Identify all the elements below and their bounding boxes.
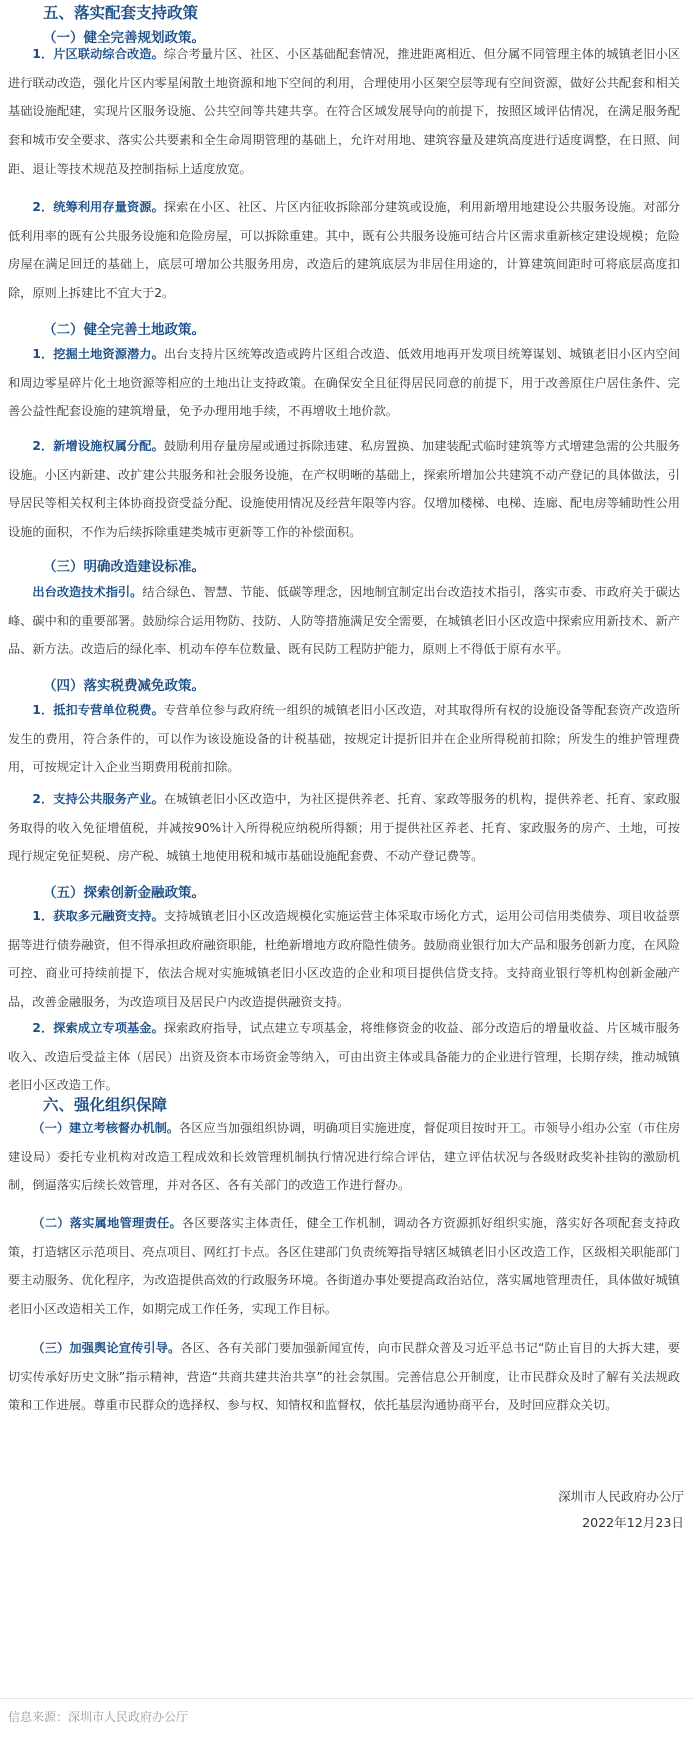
paragraph-text: 综合考量片区、社区、小区基础配套情况，推进距离相近、但分属不同管理主体的城镇老旧小区进行联动改造，强化片区内零星闲散土地资源和地下空间的利用，合理使用小区架空层等现有空间资源，做好公共配套和相关基础设施配建，实现片区服务设施、公共空间等共建共享。在符合区域发展导向的前提下，按照区域评估情况，在满足服务配套和城市安全要求、落实公共要素和全生命周期管理的基础上，允许对用地、建筑容量及建筑高度进行适度调整，在日照、间距、退让等技术规范及控制指标上适度放宽。	[8, 47, 681, 176]
paragraph-lead: 1．挖掘土地资源潜力。	[32, 347, 164, 361]
paragraph-lead: 2．支持公共服务产业。	[32, 792, 164, 806]
paragraph-lead: （二）落实属地管理责任。	[32, 1216, 182, 1230]
paragraph-lead: 2．新增设施权属分配。	[32, 439, 164, 453]
paragraph-lead: 1．片区联动综合改造。	[32, 47, 164, 61]
paragraph	[8, 340, 680, 426]
paragraph	[8, 193, 680, 308]
paragraph	[8, 785, 680, 871]
paragraph	[8, 696, 680, 782]
paragraph-text: 探索在小区、社区、片区内征收拆除部分建筑或设施，利用新增用地建设公共服务设施。对部分低利用率的既有公共服务设施和危险房屋，可以拆除重建。其中，既有公共服务设施可结合片区需求重新核定建设规模；危险房屋在满足回迁的基础上，底层可增加公共服务用房，改造后的建筑底层为非居住用途的，计算建筑间距时可将底层高度扣除，原则上拆建比不宜大于2。	[8, 200, 681, 301]
subsection-heading: （一）健全完善规划政策。	[43, 30, 205, 46]
paragraph	[8, 1209, 680, 1324]
paragraph	[8, 1014, 680, 1100]
source-line: 信息来源：深圳市人民政府办公厅	[8, 1710, 189, 1724]
paragraph-text: 各区应当加强组织协调，明确项目实施进度，督促项目按时开工。市领导小组办公室（市住房建设局）委托专业机构对改造工程成效和长效管理机制执行情况进行综合评估，建立评估状况与各级财政奖补挂钩的激励机制，倒逼落实后续长效管理，并对各区、各有关部门的改造工作进行督办。	[8, 1121, 681, 1193]
paragraph	[8, 902, 680, 1017]
paragraph-text: 支持城镇老旧小区改造规模化实施运营主体采取市场化方式，运用公司信用类债券、项目收益票据等进行债券融资，但不得承担政府融资职能，杜绝新增地方政府隐性债务。鼓励商业银行加大产品和服务创新力度，在风险可控、商业可持续前提下，依法合规对实施城镇老旧小区改造的企业和项目提供信贷支持。支持商业银行等机构创新金融产品，改善金融服务，为改造项目及居民户内改造提供融资支持。	[8, 909, 681, 1010]
paragraph-text: 各区、各有关部门要加强新闻宣传，向市民群众普及习近平总书记“防止盲目的大拆大建，要切实传承好历史文脉”指示精神，营造“共商共建共治共享”的社会氛围。完善信息公开制度，让市民群众及时了解有关法规政策和工作进展。尊重市民群众的选择权、参与权、知情权和监督权，依托基层沟通协商平台，及时回应群众关切。	[8, 1341, 680, 1413]
paragraph-lead: 1．抵扣专营单位税费。	[32, 703, 164, 717]
paragraph-text: 鼓励利用存量房屋或通过拆除违建、私房置换、加建装配式临时建筑等方式增建急需的公共服务设施。小区内新建、改扩建公共服务和社会服务设施，在产权明晰的基础上，探索所增加公共建筑不动产登记的具体做法，引导居民等相关权利主体协商投资受益分配、设施使用情况及经营年限等内容。仅增加楼梯、电梯、连廊、配电房等辅助性公用设施的面积，不作为后续拆除重建类城市更新等工作的补偿面积。	[8, 439, 681, 540]
paragraph	[8, 578, 680, 664]
paragraph-text: 探索政府指导，试点建立专项基金，将维修资金的收益、部分改造后的增量收益、片区城市服务收入、改造后受益主体（居民）出资及资本市场资金等纳入，可由出资主体或具备能力的企业进行管理，长期存续，推动城镇老旧小区改造工作。	[8, 1021, 681, 1093]
paragraph-lead: 2．统筹利用存量资源。	[32, 200, 164, 214]
footer-divider	[0, 1698, 694, 1699]
paragraph-lead: （一）建立考核督办机制。	[32, 1121, 180, 1135]
paragraph-text: 各区要落实主体责任，健全工作机制，调动各方资源抓好组织实施，落实好各项配套支持政策，打造辖区示范项目、亮点项目、网红打卡点。各区住建部门负责统筹指导辖区城镇老旧小区改造工作，区级相关职能部门要主动服务、优化程序，为改造提供高效的行政服务环境。各街道办事处要提高政治站位，落实属地管理责任，具体做好城镇老旧小区改造相关工作，如期完成工作任务，实现工作目标。	[8, 1216, 681, 1317]
paragraph-lead: 出台改造技术指引。	[32, 585, 143, 599]
subsection-heading: （四）落实税费减免政策。	[43, 678, 205, 694]
paragraph-lead: （三）加强舆论宣传引导。	[32, 1341, 181, 1355]
paragraph	[8, 40, 680, 184]
subsection-heading: （二）健全完善土地政策。	[43, 322, 205, 338]
subsection-heading: （三）明确改造建设标准。	[43, 559, 205, 575]
paragraph-text: 专营单位参与政府统一组织的城镇老旧小区改造，对其取得所有权的设施设备等配套资产改造所发生的费用，符合条件的，可以作为该设施设备的计税基础，按规定计提折旧并在企业所得税前扣除；所发生的维护管理费用，可按规定计入企业当期费用税前扣除。	[8, 703, 681, 775]
section-6-title: 六、强化组织保障	[43, 1096, 168, 1114]
signature-date: 2022年12月23日	[582, 1515, 684, 1530]
signature-org: 深圳市人民政府办公厅	[558, 1489, 684, 1504]
paragraph-lead: 1．获取多元融资支持。	[32, 909, 164, 923]
paragraph-text: 在城镇老旧小区改造中，为社区提供养老、托育、家政等服务的机构，提供养老、托育、家政服务取得的收入免征增值税，并减按90%计入所得税应纳税所得额；用于提供社区养老、托育、家政服务的房产、土地，可按现行规定免征契税、房产税、城镇土地使用税和城市基础设施配套费、不动产登记费等。	[8, 792, 681, 864]
paragraph-lead: 2．探索成立专项基金。	[32, 1021, 164, 1035]
paragraph-text: 结合绿色、智慧、节能、低碳等理念，因地制宜制定出台改造技术指引，落实市委、市政府关于碳达峰、碳中和的重要部署。鼓励综合运用物防、技防、人防等措施满足安全需要，在城镇老旧小区改造中探索应用新技术、新产品、新方法。改造后的绿化率、机动车停车位数量、既有民防工程防护能力，原则上不得低于原有水平。	[8, 585, 681, 657]
paragraph-text: 出台支持片区统筹改造或跨片区组合改造、低效用地再开发项目统筹谋划、城镇老旧小区内空间和周边零星碎片化土地资源等相应的土地出让支持政策。在确保安全且征得居民同意的前提下，用于改善原住户居住条件、完善公益性配套设施的建筑增量，免予办理用地手续，不再增收土地价款。	[8, 347, 681, 419]
subsection-heading: （五）探索创新金融政策。	[43, 885, 205, 901]
section-5-title: 五、落实配套支持政策	[43, 4, 199, 22]
paragraph	[8, 1334, 680, 1420]
paragraph	[8, 432, 680, 547]
paragraph	[8, 1114, 680, 1200]
